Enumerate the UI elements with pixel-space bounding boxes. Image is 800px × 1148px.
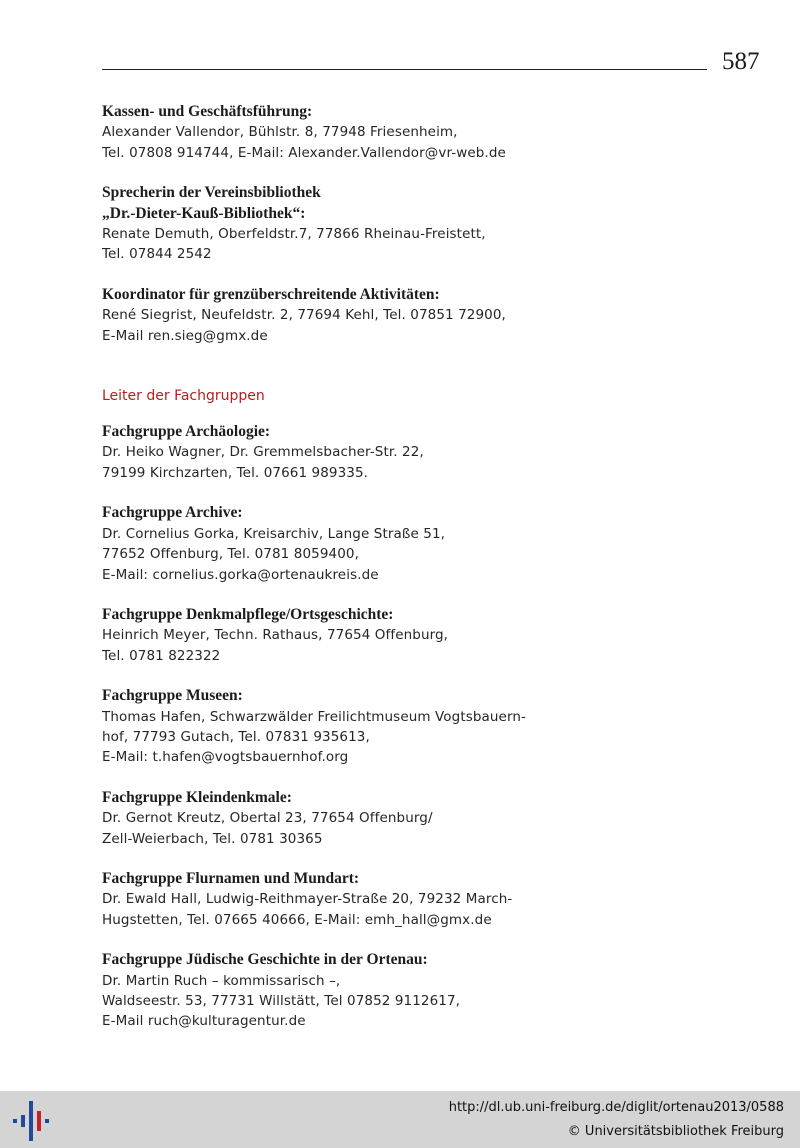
group-block-field-names xyxy=(102,869,602,930)
group-line: Thomas Hafen, Schwarzwälder Freilichtmuseum Vogtsbauern- xyxy=(102,708,527,725)
contact-block-title: Koordinator für grenzüberschreitende Aktivitäten: xyxy=(102,285,440,303)
group-line: 77652 Offenburg, Tel. 0781 8059400, xyxy=(102,546,359,563)
group-block-title: Fachgruppe Museen: xyxy=(102,687,243,705)
contact-line: Tel. 07808 914744, E-Mail: Alexander.Vallendor@vr-web.de xyxy=(102,144,506,161)
group-block-title: Fachgruppe Flurnamen und Mundart: xyxy=(102,869,360,887)
group-line: Tel. 0781 822322 xyxy=(102,647,221,664)
group-line: Waldseestr. 53, 77731 Willstätt, Tel 07852 9112617, xyxy=(102,993,461,1009)
group-line: Dr. Cornelius Gorka, Kreisarchiv, Lange Straße 51, xyxy=(102,525,446,542)
footer-bar xyxy=(0,1091,800,1148)
group-block-jewish-history xyxy=(102,950,602,1032)
group-block-archives xyxy=(102,503,602,585)
contact-line: Alexander Vallendor, Bühlstr. 8, 77948 Friesenheim, xyxy=(102,124,458,141)
contact-block-library xyxy=(102,183,602,265)
contact-block-crossborder xyxy=(102,285,602,346)
group-line: Heinrich Meyer, Techn. Rathaus, 77654 Offenburg, xyxy=(102,627,449,644)
group-block-title: Fachgruppe Denkmalpflege/Ortsgeschichte: xyxy=(102,605,394,623)
group-block-archaeology xyxy=(102,422,602,483)
section-heading: Leiter der Fachgruppen xyxy=(102,388,265,405)
contact-block-title: Sprecherin der Vereinsbibliothek xyxy=(102,184,321,202)
group-line: Dr. Ewald Hall, Ludwig-Reithmayer-Straße 20, 79232 March- xyxy=(102,891,513,908)
group-line: Dr. Gernot Kreutz, Obertal 23, 77654 Offenburg/ xyxy=(102,810,433,827)
group-block-small-monuments xyxy=(102,788,602,849)
contact-block-title: Kassen- und Geschäftsführung: xyxy=(102,103,313,120)
group-line: E-Mail: cornelius.gorka@ortenaukreis.de xyxy=(102,566,379,583)
group-block-title: Fachgruppe Kleindenkmale: xyxy=(102,788,292,806)
group-line: Hugstetten, Tel. 07665 40666, E-Mail: emh_hall@gmx.de xyxy=(102,911,492,928)
contact-line: E-Mail ren.sieg@gmx.de xyxy=(102,327,268,344)
group-block-title: Fachgruppe Jüdische Geschichte in der Ortenau: xyxy=(102,951,428,969)
copyright-text: © Universitätsbibliothek Freiburg xyxy=(567,1124,784,1139)
contact-block-finance xyxy=(102,102,602,163)
contact-line: René Siegrist, Neufeldstr. 2, 77694 Kehl, Tel. 07851 72900, xyxy=(102,307,506,324)
page-content xyxy=(102,102,602,1052)
contact-line: Tel. 07844 2542 xyxy=(102,246,212,263)
group-line: Zell-Weierbach, Tel. 0781 30365 xyxy=(102,830,323,847)
contact-line: Renate Demuth, Oberfeldstr.7, 77866 Rheinau-Freistett, xyxy=(102,226,486,243)
group-line: 79199 Kirchzarten, Tel. 07661 989335. xyxy=(102,464,369,481)
ub-freiburg-logo-icon[interactable] xyxy=(10,1099,52,1143)
group-line: hof, 77793 Gutach, Tel. 07831 935613, xyxy=(102,728,370,745)
group-line: E-Mail: t.hafen@vogtsbauernhof.org xyxy=(102,749,349,766)
group-line: E-Mail ruch@kulturagentur.de xyxy=(102,1013,306,1030)
group-line: Dr. Martin Ruch – kommissarisch –, xyxy=(102,972,341,989)
group-line: Dr. Heiko Wagner, Dr. Gremmelsbacher-Str. 22, xyxy=(102,444,424,461)
source-url-link[interactable]: http://dl.ub.uni-freiburg.de/diglit/ortenau2013/0588 xyxy=(448,1100,784,1115)
group-block-museums xyxy=(102,686,602,768)
group-block-monument-care xyxy=(102,605,602,666)
group-block-title: Fachgruppe Archive: xyxy=(102,504,243,522)
header-rule xyxy=(102,69,707,70)
group-block-title: Fachgruppe Archäologie: xyxy=(102,423,271,441)
page-number: 587 xyxy=(722,48,760,75)
contact-block-title-continued: „Dr.-Dieter-Kauß-Bibliothek“: xyxy=(102,204,306,222)
